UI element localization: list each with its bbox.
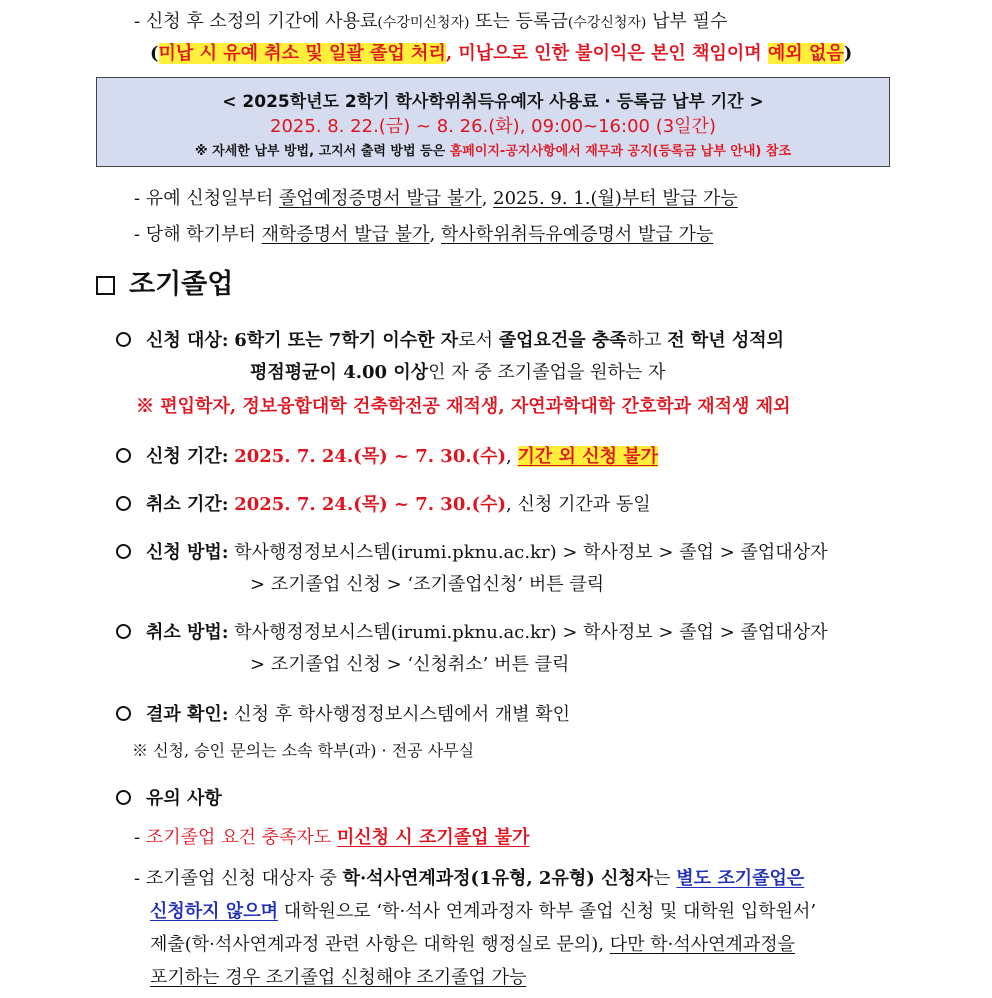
caution-heading (116, 787, 222, 811)
text: 또는 등록금 (469, 11, 568, 32)
payment-period-box (96, 77, 890, 167)
text: , (481, 188, 494, 209)
warning-text: 조기졸업 요건 충족자도 (145, 827, 337, 848)
exclusion-note: ※ 편입학자, 정보융합대학 건축학전공 재적생, 자연과학대학 간호학과 재적생 제외 (136, 396, 791, 417)
note-link-text: 홈페이지-공지사항에서 재무과 공지(등록금 납부 안내) 참조 (449, 144, 792, 159)
warning-text: , 미납으로 인한 불이익은 본인 책임이며 (445, 43, 768, 64)
item-label: 취소 방법: (146, 622, 229, 643)
underlined-text: 졸업예정증명서 발급 불가 (278, 188, 482, 209)
box-period: 2025. 8. 22.(금) ~ 8. 26.(화), 09:00~16:00 (3일간) (270, 116, 716, 137)
checkbox-square-icon (96, 276, 115, 295)
text: - 유예 신청일부터 (134, 188, 279, 209)
text: - 조기졸업 신청 대상자 중 (134, 868, 343, 889)
bold-text: 평점평균이 4.00 이상 (250, 362, 429, 383)
eligibility-line-1 (116, 329, 784, 353)
paren: ) (843, 43, 853, 64)
circle-bullet-icon (116, 332, 131, 347)
caution-line-4 (150, 933, 795, 957)
paren: ( (150, 43, 159, 64)
section-title (96, 268, 233, 302)
text: - 당해 학기부터 (134, 224, 262, 245)
text: 신청 후 학사행정정보시스템에서 개별 확인 (234, 704, 571, 725)
circle-bullet-icon (116, 544, 131, 559)
text: , 신청 기간과 동일 (506, 494, 651, 515)
deferral-line-1 (134, 187, 738, 211)
text-small: (수강미신청자) (377, 15, 470, 31)
cancel-method-line-2: > 조기졸업 신청 > ‘신청취소’ 버튼 클릭 (250, 654, 570, 675)
note-text: ※ 자세한 납부 방법, 고지서 출력 방법 등은 (194, 144, 450, 159)
cancel-method-line-1 (116, 621, 827, 645)
highlight-text: 미납 시 유예 취소 및 일괄 졸업 처리 (158, 43, 446, 64)
text: , (429, 224, 441, 245)
caution-line-2 (134, 867, 804, 891)
text: 하고 (626, 330, 668, 351)
item-label: 신청 방법: (146, 542, 229, 563)
box-note (97, 140, 889, 159)
underlined-blue-text: 별도 조기졸업은 (676, 868, 805, 889)
caution-line-3 (150, 900, 816, 924)
bold-text: 졸업요건을 충족 (498, 330, 627, 351)
text: 납부 필수 (646, 11, 728, 32)
text: 로서 (458, 330, 499, 351)
circle-bullet-icon (116, 624, 131, 639)
text: 는 (653, 868, 677, 889)
apply-method-line-1 (116, 541, 827, 565)
underlined-warning-text: 미신청 시 조기졸업 불가 (336, 827, 530, 848)
date-range: 2025. 7. 24.(목) ~ 7. 30.(수) (234, 494, 507, 515)
underlined-blue-text: 신청하지 않으며 (150, 901, 278, 922)
item-label: 신청 대상: (146, 330, 229, 351)
section-title-text: 조기졸업 (129, 269, 234, 300)
text: 신청 후 소정의 기간에 사용료 (145, 11, 378, 32)
underlined-text: 재학증명서 발급 불가 (261, 224, 430, 245)
deferral-line-2 (134, 223, 713, 247)
text: , (506, 446, 518, 467)
text: 제출(학·석사연계과정 관련 사항은 대학원 행정실로 문의), (150, 934, 610, 955)
underlined-text: 2025. 9. 1.(월)부터 발급 가능 (493, 188, 738, 209)
text: 대학원으로 ‘학·석사 연계과정자 학부 졸업 신청 및 대학원 입학원서’ (277, 901, 817, 922)
bold-text: 학·석사연계과정(1유형, 2유형) 신청자 (342, 868, 654, 889)
dash: - (134, 11, 141, 32)
highlight-text: 기간 외 신청 불가 (517, 446, 659, 467)
underlined-text: 학사학위취득유예증명서 발급 가능 (440, 224, 714, 245)
text: 인 자 중 조기졸업을 원하는 자 (428, 362, 666, 383)
text: 학사행정정보시스템(irumi.pknu.ac.kr) > 학사정보 > 졸업 > 졸업대상자 (234, 542, 828, 563)
circle-bullet-icon (116, 790, 131, 805)
item-label: 신청 기간: (146, 446, 229, 467)
circle-bullet-icon (116, 496, 131, 511)
dash: - (134, 827, 141, 848)
text-small: (수강신청자) (567, 15, 647, 31)
caution-line-1 (134, 826, 530, 850)
highlight-text: 예외 없음 (767, 43, 844, 64)
apply-method-line-2: > 조기졸업 신청 > ‘조기졸업신청’ 버튼 클릭 (250, 574, 605, 595)
item-label: 취소 기간: (146, 494, 229, 515)
item-label: 유의 사항 (146, 788, 222, 809)
result-line (116, 703, 570, 727)
caution-line-5: 포기하는 경우 조기졸업 신청해야 조기졸업 가능 (150, 967, 527, 988)
inquiry-note: ※ 신청, 승인 문의는 소속 학부(과) · 전공 사무실 (132, 741, 475, 760)
underlined-text: 다만 학·석사연계과정을 (609, 934, 796, 955)
bold-text: 전 학년 성적의 (667, 330, 785, 351)
box-title: < 2025학년도 2학기 학사학위취득유예자 사용료 · 등록금 납부 기간 > (222, 92, 764, 112)
non-payment-warning-line (150, 42, 852, 66)
circle-bullet-icon (116, 448, 131, 463)
eligibility-line-2 (250, 361, 665, 385)
cancel-period-line (116, 493, 651, 517)
date-range: 2025. 7. 24.(목) ~ 7. 30.(수) (234, 446, 507, 467)
item-label: 결과 확인: (146, 704, 229, 725)
payment-required-line (134, 10, 727, 35)
text: 학사행정정보시스템(irumi.pknu.ac.kr) > 학사정보 > 졸업 > 졸업대상자 (234, 622, 828, 643)
apply-period-line (116, 445, 658, 469)
bold-text: 6학기 또는 7학기 이수한 자 (234, 330, 459, 351)
circle-bullet-icon (116, 706, 131, 721)
